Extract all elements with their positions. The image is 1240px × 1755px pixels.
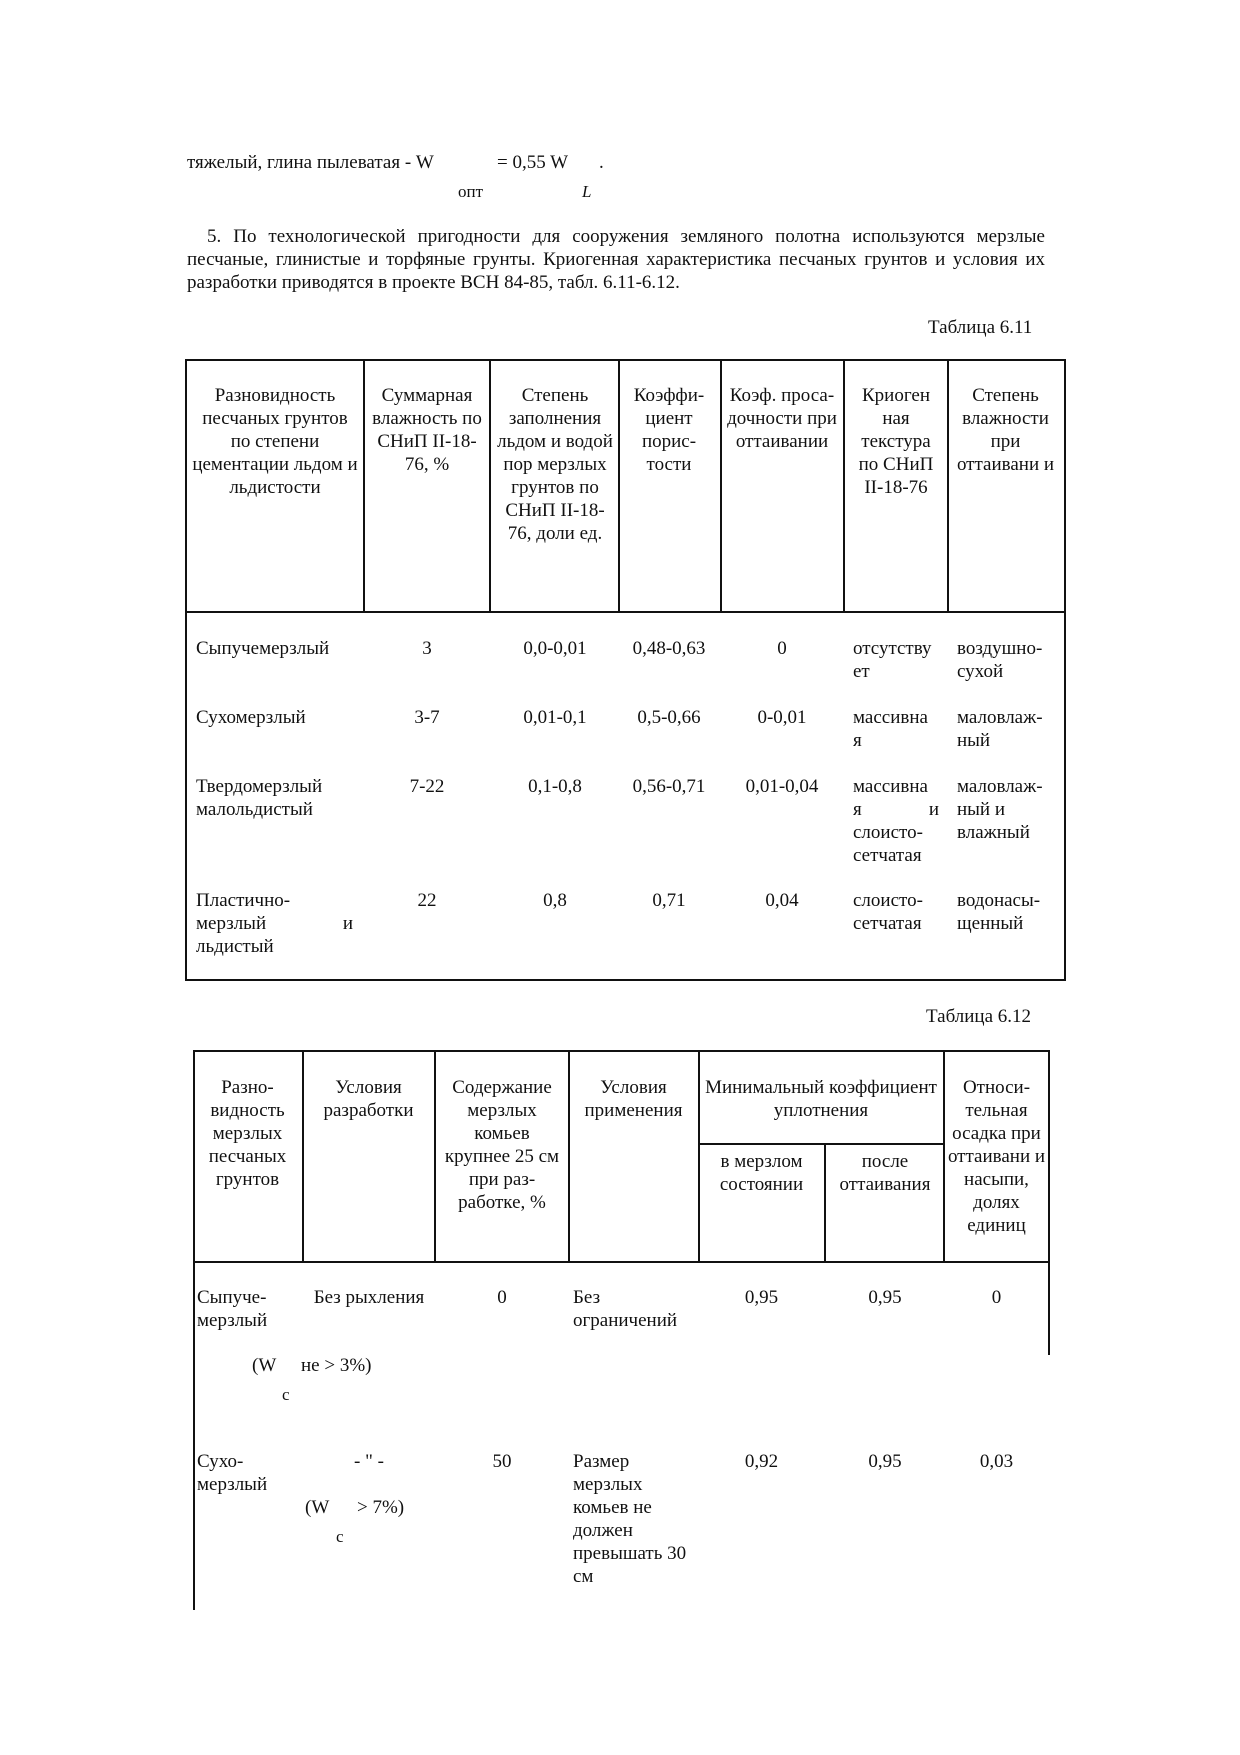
t611-cell: 0,48-0,63	[632, 638, 706, 659]
intro-text: тяжелый, глина пылеватая - W	[187, 152, 434, 173]
t612-cell: 0,95	[868, 1451, 902, 1472]
t612-header-thawed: после оттаивания	[839, 1151, 931, 1195]
t612-note: (W	[252, 1355, 277, 1376]
t611-cell: водонасы-щенный	[957, 890, 1041, 934]
t612-cell: 50	[492, 1451, 512, 1472]
t612-header-variety: Разно-видность мерзлых песчаных грунтов	[208, 1077, 287, 1190]
t611-cell: 0,56-0,71	[632, 776, 706, 797]
intro-line	[187, 151, 1087, 175]
t612-note-rest: не > 3%)	[301, 1355, 372, 1376]
t612-header-application: Условия применения	[584, 1077, 683, 1121]
t612-cell: 0,95	[868, 1287, 902, 1308]
t611-header-moisture: Суммарная влажность по СНиП II-18-76, %	[372, 385, 482, 475]
t611-cell: маловлаж-ный	[957, 707, 1043, 751]
paragraph-5: 5. По технологической пригодности для сооружения земляного полотна используются мерзлые песчаные, глинистые и торфяные грунты. Криогенная характеристика песчаных грунтов и условия их разработки приводятся в проекте ВСН 84-85, табл. 6.11-6.12.	[187, 226, 1045, 293]
t611-cell: отсутству ет	[853, 638, 932, 682]
t612-cell: - " -	[354, 1451, 384, 1472]
t611-cell: 0	[777, 638, 787, 659]
t612-note-subscript: с	[282, 1385, 290, 1404]
t611-cell: 0,71	[652, 890, 686, 911]
intro-equation: = 0,55 W	[497, 152, 569, 173]
t611-cell: 0,1-0,8	[528, 776, 582, 797]
t612-cell: 0	[991, 1287, 1002, 1308]
t611-cell: 0,04	[765, 890, 799, 911]
t611-cell: 3-7	[414, 707, 440, 728]
t612-header-settlement: Относи-тельная осадка при оттаивани и насыпи, долях единиц	[947, 1077, 1046, 1236]
t612-cell: 0,03	[979, 1451, 1014, 1472]
t611-header-variety: Разновидность песчаных грунтов по степени цементации льдом и льдистости	[192, 385, 358, 498]
t611-cell: 3	[422, 638, 432, 659]
subscript-opt: опт	[458, 182, 484, 201]
t612-header-frozen: в мерзлом состоянии	[719, 1151, 804, 1195]
t612-cell: 0,92	[744, 1451, 779, 1472]
t611-cell: массивна я	[853, 707, 928, 751]
t612-cell: 0,95	[744, 1287, 779, 1308]
t612-cell: Без ограничений	[573, 1287, 678, 1331]
t612-header-compaction: Минимальный коэффициент уплотнения	[705, 1077, 937, 1121]
t611-cell: массивна я и слоисто-сетчатая	[853, 776, 939, 866]
t611-cell: 0,8	[543, 890, 567, 911]
t611-cell: 7-22	[409, 776, 445, 797]
t611-cell: 0,5-0,66	[637, 707, 701, 728]
t611-cell: 0,01-0,1	[523, 707, 587, 728]
t611-cell: 0,0-0,01	[523, 638, 587, 659]
t611-cell: Пластично-мерзлый и льдистый	[196, 890, 353, 957]
table-6-11-caption: Таблица 6.11	[928, 317, 1033, 338]
t611-cell: маловлаж-ный и влажный	[957, 776, 1043, 843]
t612-cell: Без рыхления	[313, 1287, 425, 1308]
subscript-L: L	[582, 182, 592, 201]
t611-cell: Сухомерзлый	[196, 707, 306, 728]
t611-cell: 22	[417, 890, 437, 911]
table-6-12-caption: Таблица 6.12	[926, 1006, 1032, 1027]
t612-cell: Размер мерзлых комьев не должен превышать 30 см	[573, 1451, 687, 1587]
intro-period: .	[599, 152, 604, 173]
t612-note-subscript: с	[336, 1527, 344, 1546]
t612-cell: Сухо-мерзлый	[197, 1451, 268, 1495]
t611-header-wetness: Степень влажности при оттаивани и	[956, 385, 1055, 475]
t611-header-porosity: Коэффи-циент порис-тости	[633, 385, 705, 475]
t612-note-rest: > 7%)	[357, 1497, 405, 1518]
t611-cell: воздушно-сухой	[957, 638, 1043, 682]
t612-note: (W	[305, 1497, 330, 1518]
t612-cell: Сыпуче-мерзлый	[197, 1287, 268, 1331]
t612-header-conditions: Условия разработки	[323, 1077, 414, 1121]
t612-cell: 0	[497, 1287, 507, 1308]
t611-cell: слоисто-сетчатая	[853, 890, 923, 934]
t611-cell: Твердомерзлый малольдистый	[196, 776, 323, 820]
t611-cell: 0-0,01	[757, 707, 807, 728]
t612-header-lumps: Содержание мерзлых комьев крупнее 25 см при раз-работке, %	[444, 1077, 560, 1213]
t611-cell: 0,01-0,04	[745, 776, 819, 797]
t611-cell: Сыпучемерзлый	[196, 638, 330, 659]
t611-header-subsidence: Коэф. проса-дочности при оттаивании	[727, 385, 837, 452]
t611-header-texture: Криоген ная текстура по СНиП II-18-76	[858, 385, 934, 498]
t611-header-fill-degree: Степень заполнения льдом и водой пор мерзлых грунтов по СНиП II-18-76, доли ед.	[497, 385, 613, 544]
